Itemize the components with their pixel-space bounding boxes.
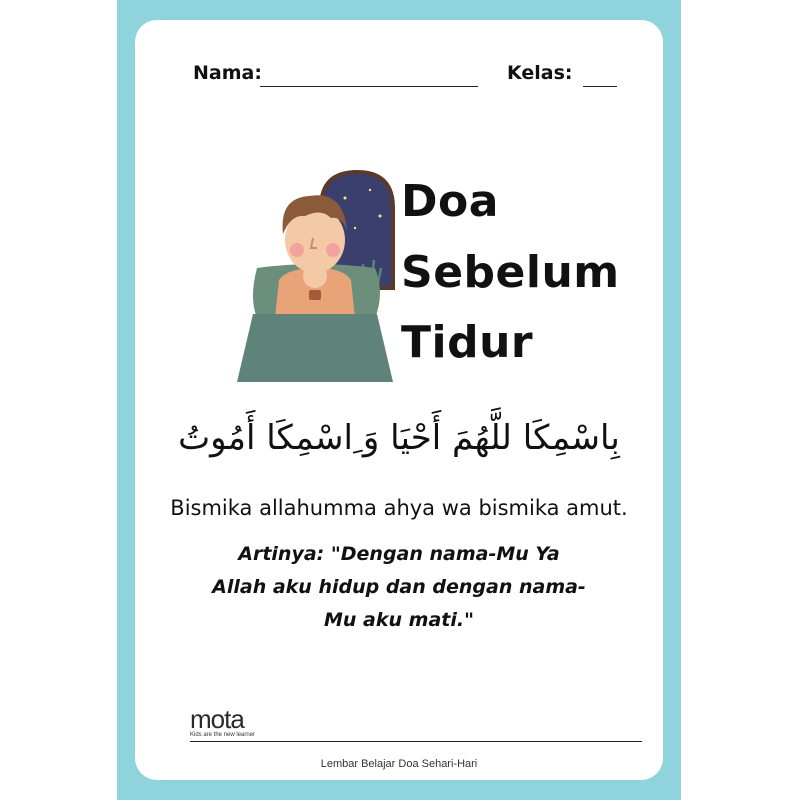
worksheet-card — [135, 20, 663, 780]
name-label: Nama: — [193, 62, 262, 84]
brand-logo: mota — [190, 704, 244, 734]
prayer-meaning-line-2: Allah aku hidup dan dengan nama- — [212, 576, 586, 598]
prayer-meaning-line-1: Artinya: "Dengan nama-Mu Ya — [238, 543, 560, 565]
prayer-arabic: بِاسْمِكَا للَّهُمَ أَحْيَا وَ ِاسْمِكَا أَمُوتُ — [178, 418, 620, 458]
footer-divider — [190, 741, 642, 742]
class-field[interactable] — [583, 86, 617, 87]
page-border — [117, 0, 681, 800]
title-line-3: Tidur — [401, 317, 534, 368]
title-line-2: Sebelum — [401, 247, 620, 298]
prayer-transliteration: Bismika allahumma ahya wa bismika amut. — [170, 496, 628, 520]
name-field[interactable] — [260, 86, 478, 87]
praying-boy-illustration — [235, 168, 400, 382]
title-line-1: Doa — [401, 176, 499, 227]
brand-tagline: Kids are the new learner — [190, 732, 256, 738]
footer-text: Lembar Belajar Doa Sehari-Hari — [320, 758, 478, 770]
blanket-icon — [237, 314, 393, 382]
class-label: Kelas: — [507, 62, 573, 84]
prayer-meaning-line-3: Mu aku mati." — [324, 609, 474, 631]
